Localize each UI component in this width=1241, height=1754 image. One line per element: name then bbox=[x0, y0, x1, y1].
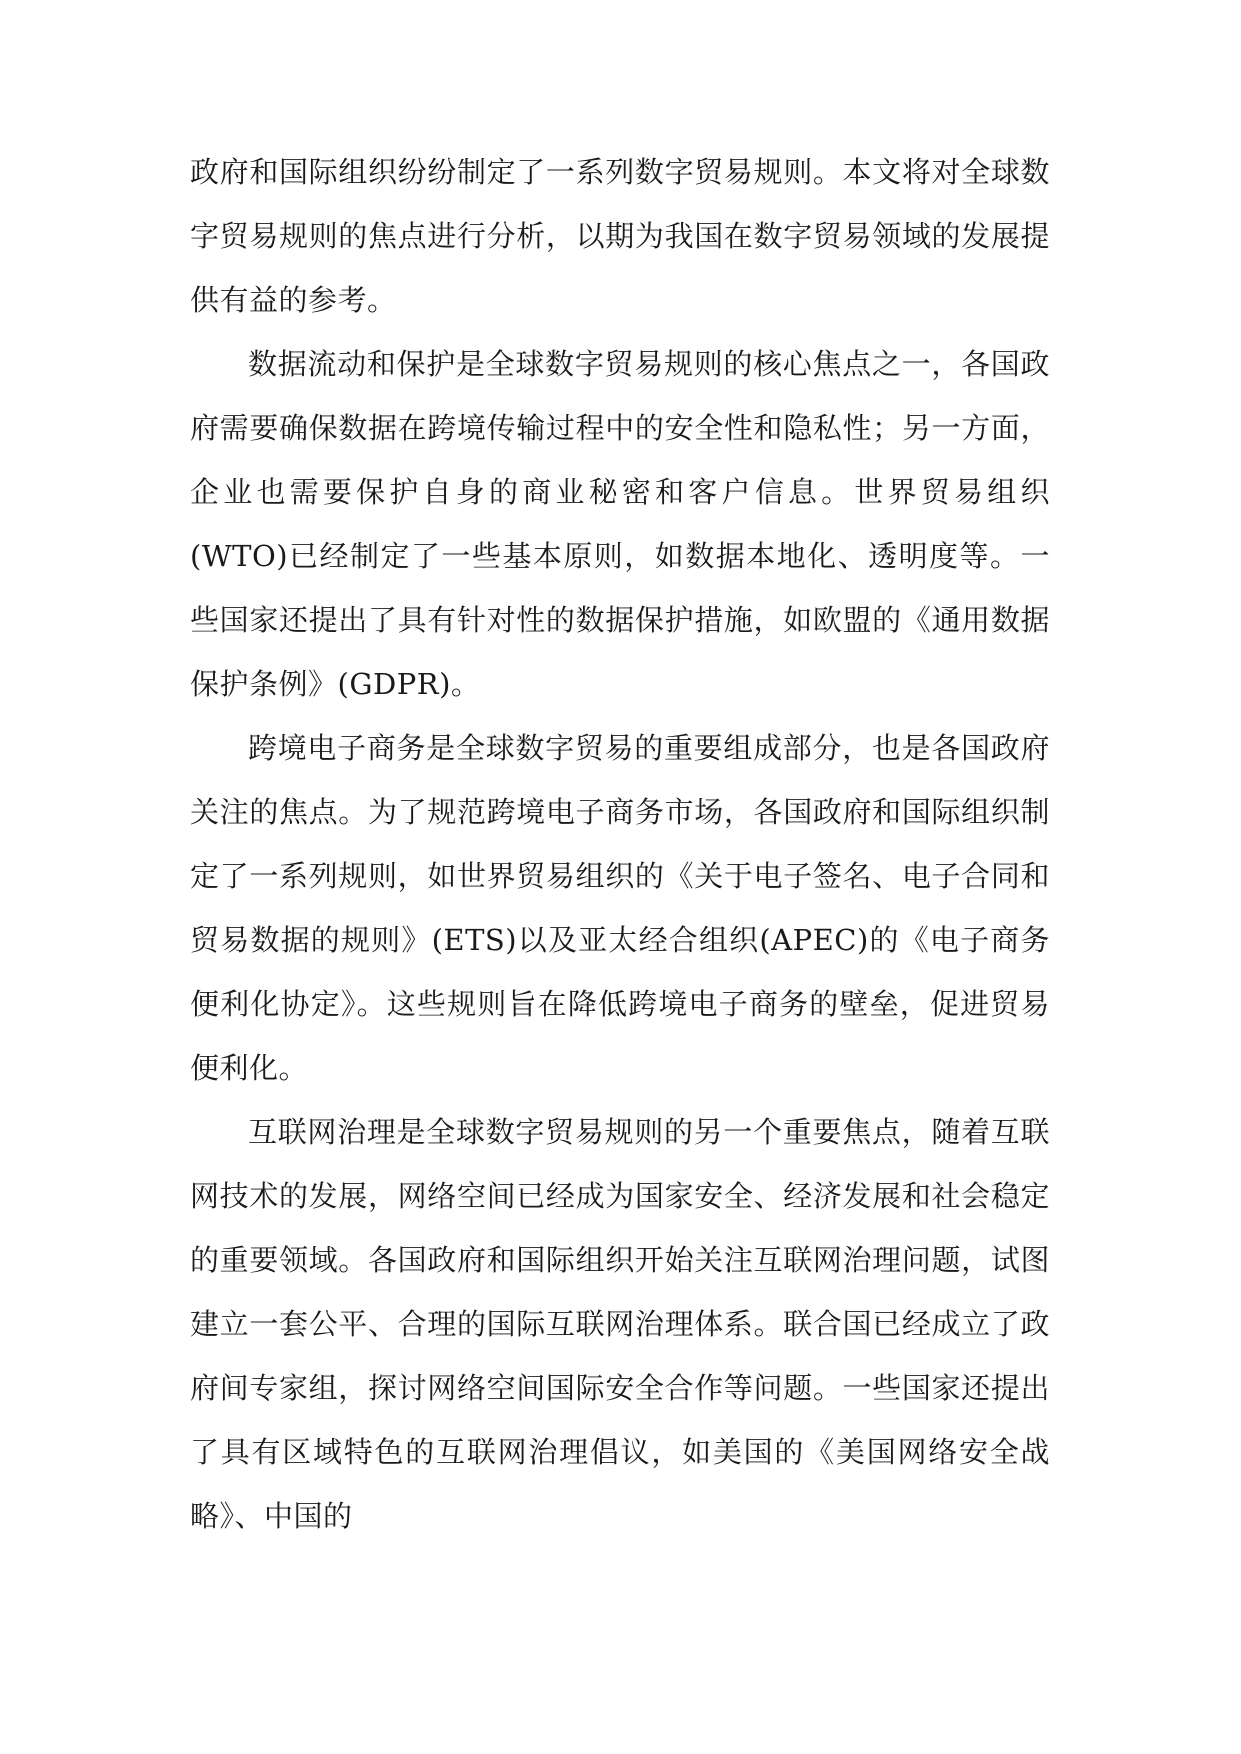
paragraph-internet-governance: 互联网治理是全球数字贸易规则的另一个重要焦点，随着互联网技术的发展，网络空间已经成为国家安全、经济发展和社会稳定的重要领域。各国政府和国际组织开始关注互联网治理问题，试图建立一套公平、合理的国际互联网治理体系。联合国已经成立了政府间专家组，探讨网络空间国际安全合作等问题。一些国家还提出了具有区域特色的互联网治理倡议，如美国的《美国网络安全战略》、中国的 bbox=[190, 1115, 1050, 1533]
paragraph-data-flow: 数据流动和保护是全球数字贸易规则的核心焦点之一，各国政府需要确保数据在跨境传输过程中的安全性和隐私性；另一方面，企业也需要保护自身的商业秘密和客户信息。世界贸易组织(WTO)已经制定了一些基本原则，如数据本地化、透明度等。一些国家还提出了具有针对性的数据保护措施，如欧盟的《通用数据保护条例》(GDPR)。 bbox=[190, 347, 1050, 701]
body-text bbox=[190, 140, 1050, 1548]
paragraph-continued-intro: 政府和国际组织纷纷制定了一系列数字贸易规则。本文将对全球数字贸易规则的焦点进行分析，以期为我国在数字贸易领域的发展提供有益的参考。 bbox=[190, 155, 1050, 317]
paragraph-cross-border-ecommerce: 跨境电子商务是全球数字贸易的重要组成部分，也是各国政府关注的焦点。为了规范跨境电子商务市场，各国政府和国际组织制定了一系列规则，如世界贸易组织的《关于电子签名、电子合同和贸易数据的规则》(ETS)以及亚太经合组织(APEC)的《电子商务便利化协定》。这些规则旨在降低跨境电子商务的壁垒，促进贸易便利化。 bbox=[190, 731, 1050, 1085]
